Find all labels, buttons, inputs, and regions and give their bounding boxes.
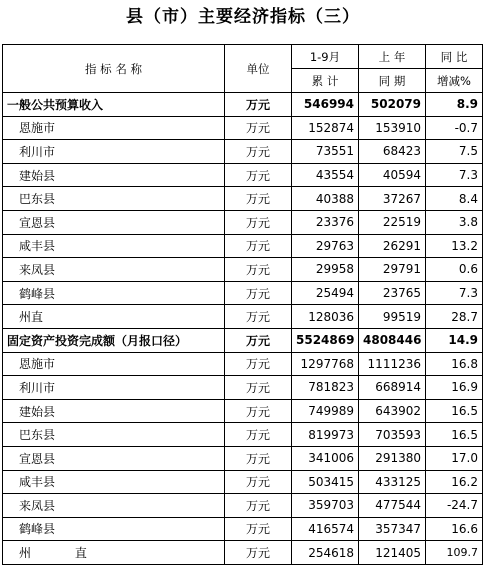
table-row <box>3 352 483 376</box>
row-unit-cell: 万元 <box>225 470 292 494</box>
row-name-cell: 来凤县 <box>3 494 225 518</box>
row-cumulative-cell: 43554 <box>292 163 359 187</box>
row-unit-cell: 万元 <box>225 494 292 518</box>
row-cumulative-cell: 749989 <box>292 399 359 423</box>
row-prev-cell: 1111236 <box>359 352 426 376</box>
row-cumulative-cell: 781823 <box>292 376 359 400</box>
row-unit-cell: 万元 <box>225 423 292 447</box>
row-unit-cell: 万元 <box>225 376 292 400</box>
row-cumulative-cell: 503415 <box>292 470 359 494</box>
row-change-cell: -0.7 <box>426 116 483 140</box>
row-cumulative-cell: 341006 <box>292 446 359 470</box>
row-cumulative-cell: 152874 <box>292 116 359 140</box>
row-change-cell: 7.5 <box>426 140 483 164</box>
row-prev-cell: 37267 <box>359 187 426 211</box>
row-change-cell: 7.3 <box>426 163 483 187</box>
row-unit-cell: 万元 <box>225 281 292 305</box>
row-change-cell: -24.7 <box>426 494 483 518</box>
row-prev-cell: 22519 <box>359 210 426 234</box>
table-row <box>3 541 483 565</box>
row-name-cell: 州直 <box>3 305 225 329</box>
row-prev-cell: 433125 <box>359 470 426 494</box>
row-cumulative-cell: 73551 <box>292 140 359 164</box>
row-change-cell: 13.2 <box>426 234 483 258</box>
row-prev-cell: 29791 <box>359 258 426 282</box>
row-cumulative-cell: 23376 <box>292 210 359 234</box>
row-change-cell: 109.7 <box>426 541 483 565</box>
row-unit-cell: 万元 <box>225 234 292 258</box>
row-name-cell: 恩施市 <box>3 116 225 140</box>
row-prev-cell: 703593 <box>359 423 426 447</box>
table-row <box>3 470 483 494</box>
row-cumulative-cell: 416574 <box>292 517 359 541</box>
row-name-cell: 建始县 <box>3 163 225 187</box>
row-cumulative-cell: 25494 <box>292 281 359 305</box>
table-row <box>3 234 483 258</box>
table-row <box>3 446 483 470</box>
row-cumulative-cell: 359703 <box>292 494 359 518</box>
row-change-cell: 17.0 <box>426 446 483 470</box>
row-change-cell: 14.9 <box>426 328 483 352</box>
row-prev-cell: 26291 <box>359 234 426 258</box>
table-row <box>3 163 483 187</box>
row-cumulative-cell: 819973 <box>292 423 359 447</box>
row-name-cell: 咸丰县 <box>3 470 225 494</box>
row-prev-cell: 68423 <box>359 140 426 164</box>
table-row <box>3 258 483 282</box>
row-prev-cell: 668914 <box>359 376 426 400</box>
row-prev-cell: 153910 <box>359 116 426 140</box>
table-row <box>3 494 483 518</box>
row-cumulative-cell: 29958 <box>292 258 359 282</box>
row-prev-cell: 291380 <box>359 446 426 470</box>
page-title: 县（市）主要经济指标（三） <box>126 7 360 27</box>
row-prev-cell: 99519 <box>359 305 426 329</box>
row-change-cell: 0.6 <box>426 258 483 282</box>
row-unit-cell: 万元 <box>225 258 292 282</box>
row-unit-cell: 万元 <box>225 187 292 211</box>
header-cumulative-bottom: 累 计 <box>292 69 359 93</box>
row-unit-cell: 万元 <box>225 140 292 164</box>
row-name-cell: 鹤峰县 <box>3 281 225 305</box>
row-name-cell: 固定资产投资完成额（月报口径） <box>3 328 225 352</box>
row-prev-cell: 643902 <box>359 399 426 423</box>
table-row <box>3 305 483 329</box>
row-name-cell: 州 直 <box>3 541 225 565</box>
table-row <box>3 399 483 423</box>
row-prev-cell: 23765 <box>359 281 426 305</box>
header-change-top: 同 比 <box>426 45 483 69</box>
header-prev-bottom: 同 期 <box>359 69 426 93</box>
row-prev-cell: 357347 <box>359 517 426 541</box>
row-unit-cell: 万元 <box>225 399 292 423</box>
table-row <box>3 140 483 164</box>
row-prev-cell: 121405 <box>359 541 426 565</box>
row-unit-cell: 万元 <box>225 163 292 187</box>
table-row <box>3 423 483 447</box>
row-name-cell: 恩施市 <box>3 352 225 376</box>
row-name-cell: 宣恩县 <box>3 446 225 470</box>
row-change-cell: 8.4 <box>426 187 483 211</box>
row-name-cell: 巴东县 <box>3 423 225 447</box>
row-name-cell: 巴东县 <box>3 187 225 211</box>
row-change-cell: 16.5 <box>426 399 483 423</box>
header-change-bottom: 增减% <box>426 69 483 93</box>
row-name-cell: 鹤峰县 <box>3 517 225 541</box>
row-name-cell: 宣恩县 <box>3 210 225 234</box>
row-prev-cell: 40594 <box>359 163 426 187</box>
table-row <box>3 187 483 211</box>
row-name-cell: 咸丰县 <box>3 234 225 258</box>
table-row <box>3 281 483 305</box>
row-name-cell: 利川市 <box>3 376 225 400</box>
row-change-cell: 16.5 <box>426 423 483 447</box>
row-cumulative-cell: 40388 <box>292 187 359 211</box>
row-unit-cell: 万元 <box>225 116 292 140</box>
indicator-table <box>2 44 483 565</box>
row-change-cell: 16.2 <box>426 470 483 494</box>
header-unit: 单位 <box>225 45 292 93</box>
table-row <box>3 116 483 140</box>
row-change-cell: 16.6 <box>426 517 483 541</box>
row-unit-cell: 万元 <box>225 210 292 234</box>
row-prev-cell: 502079 <box>359 93 426 117</box>
row-unit-cell: 万元 <box>225 305 292 329</box>
row-unit-cell: 万元 <box>225 328 292 352</box>
row-cumulative-cell: 1297768 <box>292 352 359 376</box>
table-row <box>3 210 483 234</box>
row-change-cell: 16.9 <box>426 376 483 400</box>
table-row <box>3 93 483 117</box>
row-name-cell: 来凤县 <box>3 258 225 282</box>
row-unit-cell: 万元 <box>225 93 292 117</box>
row-prev-cell: 477544 <box>359 494 426 518</box>
row-cumulative-cell: 128036 <box>292 305 359 329</box>
row-change-cell: 16.8 <box>426 352 483 376</box>
row-name-cell: 一般公共预算收入 <box>3 93 225 117</box>
row-cumulative-cell: 5524869 <box>292 328 359 352</box>
row-unit-cell: 万元 <box>225 352 292 376</box>
row-prev-cell: 4808446 <box>359 328 426 352</box>
table-row <box>3 328 483 352</box>
row-change-cell: 7.3 <box>426 281 483 305</box>
row-name-cell: 利川市 <box>3 140 225 164</box>
table-row <box>3 376 483 400</box>
row-cumulative-cell: 254618 <box>292 541 359 565</box>
row-unit-cell: 万元 <box>225 541 292 565</box>
header-name: 指 标 名 称 <box>3 45 225 93</box>
header-prev-top: 上 年 <box>359 45 426 69</box>
row-change-cell: 8.9 <box>426 93 483 117</box>
row-name-cell: 建始县 <box>3 399 225 423</box>
header-row <box>3 45 483 69</box>
header-cumulative-top: 1-9月 <box>292 45 359 69</box>
row-unit-cell: 万元 <box>225 517 292 541</box>
row-cumulative-cell: 546994 <box>292 93 359 117</box>
row-cumulative-cell: 29763 <box>292 234 359 258</box>
table-row <box>3 517 483 541</box>
row-change-cell: 3.8 <box>426 210 483 234</box>
row-change-cell: 28.7 <box>426 305 483 329</box>
row-unit-cell: 万元 <box>225 446 292 470</box>
